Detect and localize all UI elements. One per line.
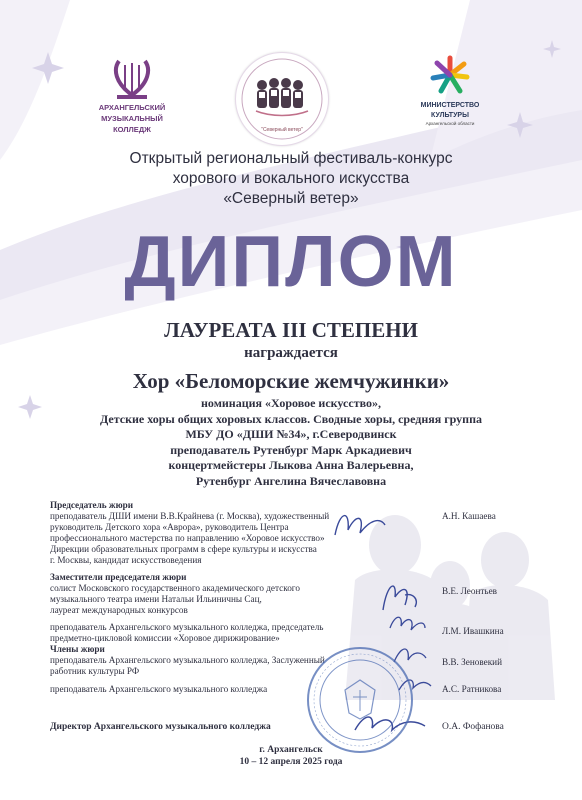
star-burst-icon bbox=[430, 55, 470, 95]
jury-deputy-line: лауреат международных конкурсов bbox=[50, 605, 188, 615]
place-and-date bbox=[40, 744, 542, 768]
jury-deputy-line: музыкального театра имени Натальи Ильиничны Сац, bbox=[50, 594, 262, 604]
festival-title-line: «Северный ветер» bbox=[223, 190, 359, 207]
ministry-logo bbox=[405, 55, 495, 126]
jury-member-line: работник культуры РФ bbox=[50, 666, 140, 676]
festival-emblem bbox=[235, 52, 329, 146]
director-name: О.А. Фофанова bbox=[442, 722, 504, 732]
jury-member-line: преподаватель Архангельского музыкального колледжа bbox=[50, 684, 268, 694]
jury-chair-line: руководитель Детского хора «Аврора», руководитель Центра bbox=[50, 522, 289, 532]
jury-chair-line: профессионального мастерства по направлению «Хоровое искусство» bbox=[50, 533, 325, 543]
jury-chair-name: А.Н. Кашаева bbox=[442, 511, 496, 521]
official-stamp bbox=[305, 645, 415, 755]
jury-deputy-2 bbox=[50, 622, 520, 644]
jury-deputy-1 bbox=[50, 572, 520, 616]
jury-deputy-heading: Заместители председателя жюри bbox=[50, 572, 187, 582]
jury-member-2 bbox=[50, 684, 520, 695]
detail-line: Рутенбург Ангелина Вячеславовна bbox=[195, 473, 387, 488]
ministry-line: МИНИСТЕРСТВО bbox=[420, 102, 480, 109]
director-title: Директор Архангельского музыкального колледжа bbox=[50, 722, 271, 732]
festival-title bbox=[40, 149, 542, 209]
signature-deputy-2 bbox=[385, 608, 430, 638]
signature-chair bbox=[330, 505, 390, 545]
jury-chair bbox=[50, 500, 520, 566]
director-line bbox=[50, 722, 520, 732]
detail-line: МБУ ДО «ДШИ №34», г.Северодвинск bbox=[185, 427, 397, 442]
lyre-icon bbox=[111, 55, 153, 101]
ministry-region: Архангельской области bbox=[425, 121, 475, 126]
jury-member-name: В.В. Зеновекий bbox=[442, 657, 502, 667]
jury-deputy-name: В.Е. Леонтьев bbox=[442, 586, 498, 596]
festival-title-line: хорового и вокального искусства bbox=[172, 170, 410, 187]
awarded-label: награждается bbox=[244, 345, 338, 361]
diploma-heading: ДИПЛОМ bbox=[124, 222, 458, 302]
jury-members-heading: Члены жюри bbox=[50, 644, 105, 654]
jury-deputy-line: предметно-цикловой комиссии «Хоровое дирижирование» bbox=[50, 633, 280, 643]
festival-emblem-caption: "Северный ветер" bbox=[261, 127, 303, 133]
dates: 10 – 12 апреля 2025 года bbox=[239, 757, 343, 767]
jury-chair-line: г. Москвы, кандидат искусствоведения bbox=[50, 555, 202, 565]
jury-member-1 bbox=[50, 644, 520, 677]
choir-name: Хор «Беломорские жемчужинки» bbox=[132, 369, 450, 393]
jury-chair-line: Дирекции образовательных программ в сфере культуры и искусства bbox=[50, 544, 317, 554]
college-logo-line: МУЗЫКАЛЬНЫЙ bbox=[101, 114, 163, 123]
ministry-line: КУЛЬТУРЫ bbox=[431, 112, 469, 119]
laureate-degree: ЛАУРЕАТА III СТЕПЕНИ bbox=[164, 318, 418, 342]
award-details bbox=[40, 396, 542, 490]
city: г. Архангельск bbox=[259, 745, 323, 755]
college-logo-line: КОЛЛЕДЖ bbox=[113, 125, 151, 134]
college-logo bbox=[82, 55, 182, 134]
detail-line: преподаватель Рутенбург Марк Аркадиевич bbox=[170, 442, 412, 457]
detail-line: номинация «Хоровое искусство», bbox=[201, 396, 381, 410]
jury-chair-heading: Председатель жюри bbox=[50, 500, 133, 510]
detail-line: Детские хоры общих хоровых классов. Сводные хоры, средняя группа bbox=[99, 411, 483, 426]
detail-line: концертмейстеры Лыкова Анна Валерьевна, bbox=[168, 458, 414, 473]
jury-deputy-line: преподаватель Архангельского музыкального колледжа, председатель bbox=[50, 622, 324, 632]
college-logo-line: АРХАНГЕЛЬСКИЙ bbox=[98, 103, 166, 112]
jury-deputy-name: Л.М. Ивашкина bbox=[442, 626, 504, 636]
festival-title-line: Открытый региональный фестиваль-конкурс bbox=[129, 150, 453, 167]
jury-deputy-line: солист Московского государственного академического детского bbox=[50, 583, 300, 593]
jury-chair-line: преподаватель ДШИ имени В.В.Крайнева (г. Москва), художественный bbox=[50, 511, 330, 521]
jury-member-line: преподаватель Архангельского музыкального колледжа, Заслуженный bbox=[50, 655, 325, 665]
jury-member-name: А.С. Ратникова bbox=[442, 684, 502, 694]
